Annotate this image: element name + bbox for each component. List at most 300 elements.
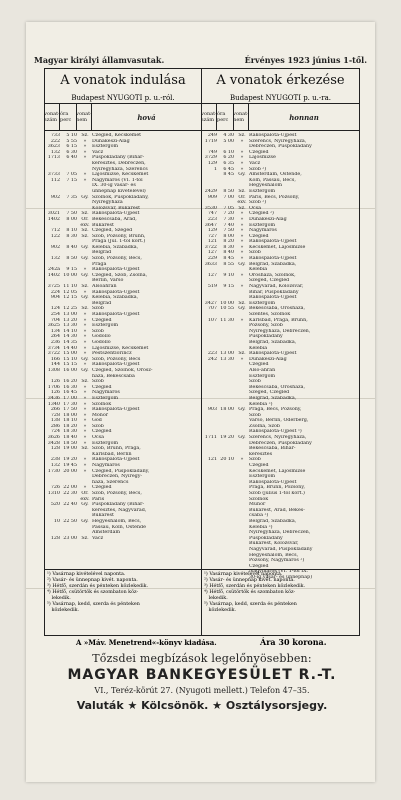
train-type: » xyxy=(83,457,87,463)
station: Ocsa xyxy=(92,435,104,441)
station: Orosháza, Szolnok, xyxy=(249,272,296,278)
train-number: 2429 xyxy=(204,188,217,194)
time: 11 30 xyxy=(220,317,234,323)
station: Szob ²) xyxy=(249,200,267,206)
train-number: 249 xyxy=(207,133,217,138)
time: 17 50 xyxy=(63,407,77,413)
train-type: Gy. xyxy=(81,256,89,262)
train-number: 3722 xyxy=(204,244,217,250)
train-type: Gy. xyxy=(238,261,246,267)
time: 7 35 xyxy=(66,194,77,200)
time: 10 55 xyxy=(220,306,234,312)
station: Szerencs, Nyíregyháza, xyxy=(249,138,307,144)
station: Rákospalota-Újpest ¹) xyxy=(249,429,302,435)
train-number: 747 xyxy=(207,211,217,217)
station: Czegléd, Püspökladány, xyxy=(92,468,150,474)
train-type: » xyxy=(83,395,87,401)
train-number: 1308 xyxy=(47,367,60,373)
station: Prága xyxy=(92,261,107,267)
station: Püspökladány xyxy=(249,535,283,541)
time: 18 30 xyxy=(63,429,77,435)
train-number: 3623 xyxy=(47,144,60,150)
train-type: » xyxy=(83,339,87,345)
station: Nagymaros xyxy=(92,463,120,469)
arrivals-rows xyxy=(202,131,359,581)
station: Szob xyxy=(92,423,104,429)
station: keresztes, Debreczen, xyxy=(92,160,146,166)
train-type: Gy. xyxy=(81,272,89,278)
train-type: » xyxy=(240,284,244,290)
station: 30-ig vasár- és ünnepnap) xyxy=(249,574,313,580)
station: Czegléd, Szob, Zsolna, xyxy=(92,272,148,278)
station: Gödöllő xyxy=(92,339,111,345)
footnote: ¹) Vasárnap kivételével naponta. xyxy=(47,572,126,577)
train-type: Sz. xyxy=(238,188,246,194)
station: IX. 30-ig vasár- és xyxy=(92,183,136,189)
time: 19 00 xyxy=(63,446,77,452)
station: Szolnok, Püspökladány, xyxy=(92,194,149,200)
time: 6 45 xyxy=(223,166,234,172)
train-number: 728 xyxy=(50,412,60,418)
time: 18 00 xyxy=(220,407,234,413)
time: 18 10 xyxy=(63,418,77,424)
departures-rows xyxy=(45,131,201,541)
time: 13 00 xyxy=(63,312,77,317)
station: Belgrád, Szabadka, xyxy=(249,518,297,524)
station: Kecskemét, Lajosmizse xyxy=(249,244,306,250)
footnote: ³) Hétfő, szerdán és pénteken közlekedik. xyxy=(47,584,149,589)
train-type: » xyxy=(240,160,244,166)
station: Kelebia, Szabadka, xyxy=(92,244,139,250)
train-type: » xyxy=(83,485,87,491)
train-type: » xyxy=(240,216,244,222)
train-number: 1340 xyxy=(47,401,60,407)
station: Bukarest xyxy=(92,513,114,519)
header-line xyxy=(34,55,367,65)
ad-address: VI., Teréz-körút 27. (Nyugoti mellett.) Telefon 47–35. xyxy=(94,686,310,695)
time: 12 25 xyxy=(63,306,77,312)
station: Rákospalota-Újpest xyxy=(92,457,140,463)
time: 9 15 xyxy=(223,284,234,290)
train-type: » xyxy=(83,423,87,429)
train-number: 242a xyxy=(47,267,60,273)
station: Esztergom xyxy=(249,300,276,306)
time: 10 00 xyxy=(63,272,77,278)
train-number: 129 xyxy=(207,160,217,166)
station: Nagymaros (VI. 1-től IX. xyxy=(249,569,309,575)
train-number: 129 xyxy=(207,228,217,234)
train-number: 223 xyxy=(207,216,217,222)
station: Bukarest, Kolozsvár, xyxy=(249,541,299,547)
time: 8 20 xyxy=(223,239,234,245)
station: Dunakeszi-Alag xyxy=(249,356,287,362)
time: 18 50 xyxy=(63,440,77,446)
train-number: 1730 xyxy=(47,468,60,474)
train-number: 1711 xyxy=(204,435,217,441)
station: Czegléd xyxy=(92,317,112,323)
train-type: » xyxy=(83,362,87,368)
station: Czegléd xyxy=(249,463,269,469)
train-type: » xyxy=(240,250,244,256)
departures-title: A vonatok indulása xyxy=(60,73,186,88)
station: háza, Békéscsaba xyxy=(92,373,135,379)
station: Debreczen, Püspökladány xyxy=(249,144,312,150)
train-type: » xyxy=(83,138,87,144)
station: Rákospalota-Újpest xyxy=(249,479,297,485)
station: Bukarest, Arad, Békés- xyxy=(249,507,305,513)
time: 20 10 xyxy=(220,457,234,463)
time: 16 45 xyxy=(63,390,77,396)
time: 8 45 xyxy=(223,256,234,262)
footnote: ⁵) Vasárnap, kedd, szerda és pénteken xyxy=(47,602,140,607)
station: ünnepnap kivételével) xyxy=(92,188,146,194)
bank-advertisement xyxy=(44,652,360,712)
train-number: 727 xyxy=(207,233,217,239)
train-number: 3427 xyxy=(204,300,217,306)
time: 16 00 xyxy=(63,367,77,373)
station: Szerencs, Nyíregyháza, xyxy=(249,435,307,441)
station: Szob ²) xyxy=(249,166,267,172)
col-time: óra perc xyxy=(217,104,234,130)
train-number: 1402 xyxy=(47,272,60,278)
time: 9 10 xyxy=(223,272,234,278)
train-number: 909 xyxy=(207,194,217,200)
train-type: Gy. xyxy=(238,435,246,441)
station: Nagymaros (VI. 1-től xyxy=(92,177,143,183)
station: Belgrád, Szabadka, xyxy=(249,261,297,267)
ad-services: Valuták ★ Kölcsönök. ★ Osztálysorsjegy. xyxy=(76,699,328,712)
station: Páris xyxy=(92,496,105,502)
footnote: ⁴) Hétfő, csütörtök és szombaton köz- xyxy=(47,590,139,595)
train-number: 134 xyxy=(50,328,60,334)
train-type: » xyxy=(83,328,87,334)
train-type: » xyxy=(240,239,244,245)
station: Passau, Köln, Ostende xyxy=(92,524,146,530)
station: Hegyeshalom, Bécs, xyxy=(249,552,299,558)
station: Vácz xyxy=(249,160,261,166)
time: 6 20 xyxy=(223,155,234,161)
time: 6 35 xyxy=(223,160,234,166)
station: Czegléd xyxy=(249,563,269,569)
train-number: 902 xyxy=(50,194,60,200)
train-number: 127 xyxy=(207,250,217,256)
col-time: óra perc xyxy=(60,104,77,130)
train-number: 266 xyxy=(50,407,60,413)
time: 7 30 xyxy=(223,216,234,222)
station: Püspökladány xyxy=(249,334,283,340)
station: Czegléd, Kecskemét xyxy=(92,133,142,138)
time: 9 15 xyxy=(66,267,77,273)
train-type: » xyxy=(83,418,87,424)
station: Szob xyxy=(92,328,104,334)
train-number: 132 xyxy=(50,149,60,155)
train-number: 132 xyxy=(50,256,60,262)
station: Nyíregyháza, Debreczen, xyxy=(249,530,311,536)
train-type: Gy. xyxy=(81,518,89,524)
station: Rákospalota-Újpest xyxy=(92,312,140,317)
station: Belgrád xyxy=(92,250,112,256)
station: csaba ²) xyxy=(249,513,269,519)
time: 5 10 xyxy=(66,133,77,138)
train-number: 3530 xyxy=(204,205,217,211)
train-type: » xyxy=(83,390,87,396)
arrivals-column-header xyxy=(202,104,359,131)
station: Esztergom xyxy=(92,144,119,150)
train-number: 10 xyxy=(53,518,60,524)
station: Püspökladány (Bihar- xyxy=(92,155,145,161)
station: Nyíregyháza xyxy=(92,200,123,206)
station: Kelebia ²) xyxy=(249,401,273,407)
price: Ára 30 korona. xyxy=(260,637,327,647)
validity: Érvényes 1923 június 1-től. xyxy=(244,55,367,65)
train-number: 1706 xyxy=(47,384,60,390)
issuer: Magyar királyi államvasutak. xyxy=(34,55,165,65)
train-type: exv. xyxy=(237,200,247,206)
train-number: 121 xyxy=(207,239,217,245)
train-number: 229 xyxy=(207,256,217,262)
station: Rákospalota-Újpest xyxy=(249,295,297,301)
train-number: 1713 xyxy=(47,155,60,161)
station: Rákospalota-Újpest xyxy=(92,267,140,273)
time: 8 10 xyxy=(66,228,77,234)
station: Nagyvárad, Kolozsvár, xyxy=(249,284,304,290)
train-type: » xyxy=(83,345,87,351)
train-type: exv. xyxy=(80,496,90,502)
train-number: 749 xyxy=(207,149,217,155)
footnote: lekedik. xyxy=(47,596,71,601)
train-type: » xyxy=(240,166,244,172)
train-number: 904 xyxy=(50,295,60,301)
train-type: Sz. xyxy=(81,133,89,138)
train-type: Or. xyxy=(81,216,89,222)
train-type: Sz. xyxy=(81,306,89,312)
station: Czegléd xyxy=(92,485,112,491)
train-number: 726 xyxy=(50,485,60,491)
station: Szolnok xyxy=(92,401,112,407)
station: Szob, Brünn, Prága, xyxy=(92,446,141,452)
station: Szolnok xyxy=(249,496,269,502)
train-number: 126 xyxy=(50,390,60,396)
train-number: 902 xyxy=(50,244,60,250)
station: Pozsony, Nagymaros ²) xyxy=(249,558,305,564)
time: 6 15 xyxy=(66,144,77,150)
train-number: 707 xyxy=(207,306,217,312)
station: Esztergom xyxy=(92,323,119,329)
train-type: Sz. xyxy=(81,284,89,290)
time: 5 55 xyxy=(66,138,77,144)
station: Bukarest xyxy=(92,222,114,228)
train-number: 519 xyxy=(207,284,217,290)
station: Czegléd xyxy=(249,362,269,368)
time: 7 15 xyxy=(66,177,77,183)
train-type: Gy. xyxy=(81,356,89,362)
station: Bihar, Püspökladány xyxy=(249,289,299,295)
station: Lajosmizse, Kecskemét xyxy=(92,172,149,178)
time: 15 15 xyxy=(63,362,77,368)
time: 12 15 xyxy=(63,295,77,301)
station: Hegyeshalom xyxy=(249,183,283,189)
station: Vácz xyxy=(92,149,104,155)
station: Czegléd ²) xyxy=(249,211,274,217)
train-type: » xyxy=(240,256,244,262)
station: Szob, Pozsony, Bécs xyxy=(92,356,141,362)
station: Göd xyxy=(92,418,102,424)
train-number: 3436 xyxy=(47,395,60,401)
col-origin: honnan xyxy=(289,112,319,122)
train-number: 704 xyxy=(50,317,60,323)
train-number: 224 xyxy=(50,289,60,295)
departures-notes xyxy=(45,569,201,635)
train-type: Sz. xyxy=(81,379,89,385)
time: 13 30 xyxy=(63,323,77,329)
train-number: 242 xyxy=(207,356,217,362)
train-type: » xyxy=(83,149,87,155)
station: Esztergom xyxy=(249,222,276,228)
train-number: 1 xyxy=(213,166,217,172)
train-number: 724 xyxy=(50,429,60,435)
time: 22 50 xyxy=(63,518,77,524)
station: Békéscsaba, Arad, xyxy=(92,216,137,222)
time: 19 45 xyxy=(63,463,77,469)
train-type: » xyxy=(83,312,87,317)
station: Belgrád xyxy=(92,300,112,306)
station: Szentes, Szolnok xyxy=(249,312,291,317)
station: Karlsbad, Berlin xyxy=(92,451,132,457)
train-type: » xyxy=(83,412,87,418)
time: 18 00 xyxy=(63,412,77,418)
station: Gödöllő xyxy=(92,334,111,340)
time: 7 40 xyxy=(223,222,234,228)
train-type: » xyxy=(240,272,244,278)
time: 8 50 xyxy=(223,188,234,194)
arrivals-notes xyxy=(202,569,359,635)
station: Varsó, Berlin, Oderberg, xyxy=(249,418,309,424)
station: Nyíregyháza, Debreczen, xyxy=(249,328,311,334)
time: 7 00 xyxy=(223,194,234,200)
train-type: » xyxy=(240,233,244,239)
time: 23 00 xyxy=(63,535,77,541)
train-type: Gy. xyxy=(238,172,246,178)
ad-bank-name: MAGYAR BANKEGYESÜLET R.-T. xyxy=(67,667,337,683)
footnote: közlekedik. xyxy=(47,608,80,613)
time: 12 05 xyxy=(63,289,77,295)
train-number: 3625 xyxy=(47,323,60,329)
train-number: 733 xyxy=(50,133,60,138)
train-number: 223 xyxy=(207,351,217,357)
station: Karlsbad, Prága, Brünn, xyxy=(249,317,308,323)
train-number: 112 xyxy=(50,177,60,183)
train-type: » xyxy=(240,138,244,144)
train-type: Or. xyxy=(238,194,246,200)
footnote: ³) Hétfő, szerdán és pénteken közlekedik. xyxy=(204,584,306,589)
station: Nagymaros xyxy=(92,390,120,396)
time: 14 30 xyxy=(63,334,77,340)
train-type: exv. xyxy=(80,222,90,228)
train-type: » xyxy=(83,144,87,150)
station: Békéscsaba, Orosháza, xyxy=(249,384,305,390)
train-type: » xyxy=(83,289,87,295)
train-type: Sz. xyxy=(238,205,246,211)
time: 22 00 xyxy=(63,485,77,491)
time: 11 10 xyxy=(63,284,77,290)
col-destination: hová xyxy=(137,112,156,122)
train-type: » xyxy=(240,222,244,228)
station: Szob, Pozsony, Brünn, xyxy=(92,233,146,239)
station: Nagyvárad, Püspökladány xyxy=(249,546,313,552)
time: 8 55 xyxy=(223,261,234,267)
station: Rákospalota-Újpest xyxy=(249,239,297,245)
train-type: Gy. xyxy=(81,367,89,373)
train-type: Gy. xyxy=(81,502,89,508)
train-type: » xyxy=(83,407,87,413)
train-type: » xyxy=(83,463,87,469)
train-type: Gy. xyxy=(238,407,246,413)
train-type: » xyxy=(83,384,87,390)
time: 14 40 xyxy=(63,345,77,351)
footnote: ¹) Vasárnap kivételével naponta. xyxy=(204,572,283,577)
train-type: Sz. xyxy=(81,228,89,234)
arrivals-title: A vonatok érkezése xyxy=(216,73,345,88)
station: Szeged, Czegléd xyxy=(249,278,290,284)
train-type: » xyxy=(83,468,87,474)
station: háza, Szerencs xyxy=(92,479,129,485)
station: Czegléd xyxy=(92,429,112,435)
station: Esztergom xyxy=(249,474,276,480)
station: Prága (Jul. 1-től kört.) xyxy=(92,239,146,245)
station: Kelebia, Szabadka, xyxy=(92,295,139,301)
time: 16 30 xyxy=(63,384,77,390)
time: 15 10 xyxy=(63,356,77,362)
time: 6 10 xyxy=(223,149,234,155)
station: Szob, Pozsony, Bécs, xyxy=(92,256,142,262)
station: Amsterdam, Ostende, xyxy=(249,172,302,178)
station: Kelebia ²) xyxy=(249,524,273,530)
timetable xyxy=(44,68,360,636)
time: 8 40 xyxy=(66,244,77,250)
station: Püspökladány (Bihar- xyxy=(92,502,145,508)
footnote: lekedik. xyxy=(204,596,228,601)
station: Rákospalota-Újpest xyxy=(249,351,297,357)
station: Rákospalota-Újpest xyxy=(92,289,140,295)
station: Dunakeszi-Alag xyxy=(92,138,130,144)
train-type: » xyxy=(83,351,87,357)
train-type: Sz. xyxy=(81,446,89,452)
station: Prága, Bécs, Pozsony, xyxy=(249,407,302,413)
time: 22 40 xyxy=(63,502,77,508)
time: 22 30 xyxy=(63,491,77,496)
time: 8 00 xyxy=(66,216,77,222)
station: Szob xyxy=(92,379,104,385)
departures-section xyxy=(45,69,202,635)
train-number: 1310 xyxy=(47,491,60,496)
train-number: 3733 xyxy=(47,172,60,178)
station: Nagymaros xyxy=(249,228,277,234)
time: 14 10 xyxy=(63,328,77,334)
station: Békéscsaba, Bihar- xyxy=(249,446,296,452)
station: Szob xyxy=(92,306,104,312)
station: Szeged, Czegléd xyxy=(249,390,290,396)
train-type: » xyxy=(83,177,87,183)
train-number: 124 xyxy=(50,306,60,312)
train-number: 520 xyxy=(50,502,60,508)
train-type: Gy. xyxy=(81,194,89,200)
train-type: » xyxy=(83,435,87,441)
train-type: Sz. xyxy=(238,133,246,138)
station: Pestszentlőrincz xyxy=(92,351,132,357)
train-number: 3734 xyxy=(47,345,60,351)
time: 10 00 xyxy=(220,300,234,306)
train-number: 3633 xyxy=(204,261,217,267)
